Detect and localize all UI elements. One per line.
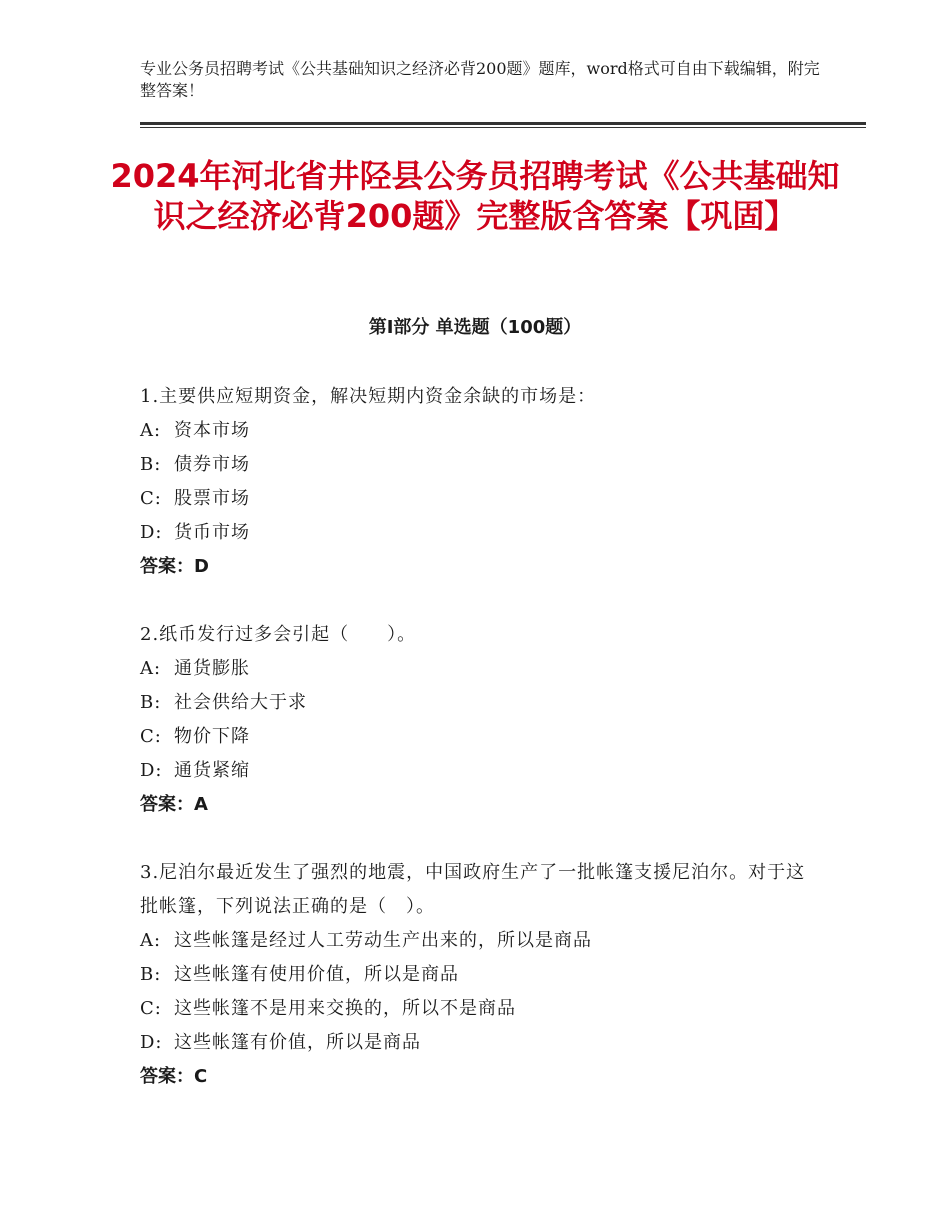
option-key: A: (140, 930, 162, 951)
answer-line (140, 788, 820, 822)
option-d (140, 516, 820, 550)
option-text: 股票市场 (174, 488, 250, 509)
option-key: C: (140, 998, 162, 1019)
answer-value: C (194, 1066, 208, 1087)
option-text: 这些帐篷不是用来交换的，所以不是商品 (174, 998, 516, 1019)
option-key: B: (140, 692, 162, 713)
option-key: A: (140, 658, 162, 679)
option-c (140, 720, 820, 754)
option-c (140, 482, 820, 516)
option-key: C: (140, 488, 162, 509)
header-divider-thick (140, 122, 866, 125)
question-2 (140, 618, 820, 822)
answer-line (140, 550, 820, 584)
option-b (140, 686, 820, 720)
option-key: D: (140, 522, 163, 543)
option-a (140, 652, 820, 686)
option-key: D: (140, 760, 163, 781)
option-key: A: (140, 420, 162, 441)
answer-line (140, 1060, 820, 1094)
option-c (140, 992, 820, 1026)
answer-value: A (194, 794, 208, 815)
answer-label: 答案： (140, 556, 194, 577)
option-text: 通货紧缩 (174, 760, 250, 781)
option-text: 资本市场 (174, 420, 250, 441)
option-d (140, 1026, 820, 1060)
option-text: 货币市场 (174, 522, 250, 543)
section-title: 第Ⅰ部分 单选题（100题） (368, 317, 582, 338)
option-text: 这些帐篷有价值，所以是商品 (174, 1032, 421, 1053)
option-b (140, 448, 820, 482)
option-key: B: (140, 454, 162, 475)
question-stem: 1.主要供应短期资金，解决短期内资金余缺的市场是： (140, 386, 597, 407)
question-stem: 2.纸币发行过多会引起（ ）。 (140, 624, 417, 645)
option-a (140, 924, 820, 958)
answer-label: 答案： (140, 794, 194, 815)
option-key: B: (140, 964, 162, 985)
option-text: 这些帐篷有使用价值，所以是商品 (174, 964, 459, 985)
option-text: 社会供给大于求 (174, 692, 307, 713)
option-text: 债券市场 (174, 454, 250, 475)
header-note: 专业公务员招聘考试《公共基础知识之经济必背200题》题库，word格式可自由下载编辑，附完整答案！ (140, 59, 820, 100)
question-1 (140, 380, 820, 584)
question-list (140, 380, 820, 1128)
option-text: 通货膨胀 (174, 658, 250, 679)
option-b (140, 958, 820, 992)
option-d (140, 754, 820, 788)
answer-label: 答案： (140, 1066, 194, 1087)
option-text: 这些帐篷是经过人工劳动生产出来的，所以是商品 (174, 930, 592, 951)
document-title: 2024年河北省井陉县公务员招聘考试《公共基础知识之经济必背200题》完整版含答案【巩固】 (110, 157, 840, 235)
answer-value: D (194, 556, 209, 577)
option-a (140, 414, 820, 448)
option-text: 物价下降 (174, 726, 250, 747)
option-key: C: (140, 726, 162, 747)
question-3 (140, 856, 820, 1094)
option-key: D: (140, 1032, 163, 1053)
question-stem: 3.尼泊尔最近发生了强烈的地震，中国政府生产了一批帐篷支援尼泊尔。对于这批帐篷，下列说法正确的是（ ）。 (140, 862, 806, 917)
header-divider-thin (140, 127, 866, 128)
